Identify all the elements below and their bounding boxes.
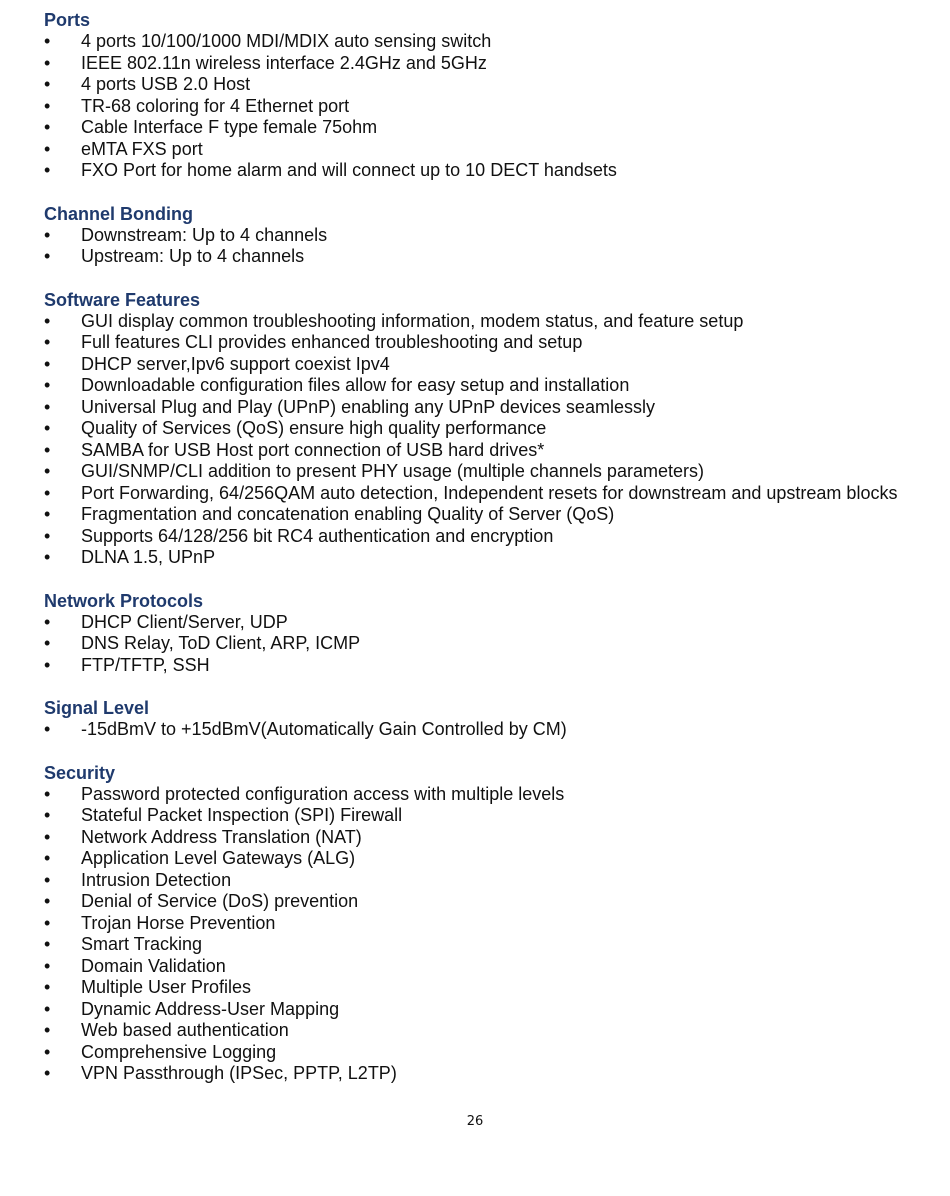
- list-item-text: SAMBA for USB Host port connection of USB hard drives*: [81, 439, 545, 460]
- bullet-icon: •: [44, 439, 51, 460]
- bullet-icon: •: [44, 633, 51, 653]
- list-item-text: Upstream: Up to 4 channels: [81, 246, 305, 266]
- bullet-icon: •: [44, 375, 51, 395]
- list-item-text: DHCP Client/Server, UDP: [81, 611, 288, 632]
- list-item-text: Dynamic Address-User Mapping: [81, 998, 340, 1019]
- list-item: [44, 160, 924, 182]
- bullet-icon: •: [44, 1020, 51, 1040]
- bullet-icon: •: [44, 547, 51, 567]
- list-item-text: Application Level Gateways (ALG): [81, 848, 356, 868]
- section: [44, 590, 924, 677]
- list-item-text: FXO Port for home alarm and will connect up to 10 DECT handsets: [81, 160, 617, 180]
- list-item: [44, 1063, 924, 1085]
- section-heading: Software Features: [44, 289, 201, 310]
- list-item: [44, 999, 924, 1021]
- list-item-text: GUI display common troubleshooting information, modem status, and feature setup: [81, 310, 744, 331]
- list-item: [44, 375, 924, 397]
- list-item: [44, 31, 924, 53]
- bullet-icon: •: [44, 332, 51, 352]
- list-item-text: 4 ports 10/100/1000 MDI/MDIX auto sensing switch: [81, 31, 492, 51]
- list-item: [44, 913, 924, 935]
- list-item: [44, 96, 924, 118]
- bullet-icon: •: [44, 482, 51, 503]
- list-item: [44, 719, 924, 741]
- list-item-text: Smart Tracking: [81, 934, 203, 954]
- list-item: [44, 53, 924, 75]
- section: [44, 203, 924, 268]
- list-item-text: Universal Plug and Play (UPnP) enabling any UPnP devices seamlessly: [81, 396, 655, 417]
- list-item-text: Supports 64/128/256 bit RC4 authentication and encryption: [81, 525, 554, 546]
- list-item: [44, 655, 924, 677]
- list-item-text: DHCP server,Ipv6 support coexist Ipv4: [81, 353, 390, 374]
- list-item-text: Network Address Translation (NAT): [81, 826, 362, 847]
- list-item: [44, 354, 924, 376]
- bullet-icon: •: [44, 396, 51, 417]
- bullet-icon: •: [44, 74, 51, 94]
- bullet-list: [44, 225, 924, 268]
- list-item-text: Domain Validation: [81, 955, 226, 976]
- list-item: [44, 440, 924, 462]
- list-item-text: TR-68 coloring for 4 Ethernet port: [81, 95, 350, 116]
- list-item: [44, 311, 924, 333]
- bullet-icon: •: [44, 805, 51, 825]
- list-item: [44, 784, 924, 806]
- bullet-icon: •: [44, 891, 51, 911]
- list-item-text: Full features CLI provides enhanced troubleshooting and setup: [81, 332, 583, 352]
- list-item-text: IEEE 802.11n wireless interface 2.4GHz and 5GHz: [81, 52, 487, 73]
- bullet-icon: •: [44, 869, 51, 890]
- section-heading: Signal Level: [44, 698, 150, 718]
- bullet-icon: •: [44, 912, 51, 933]
- list-item-text: -15dBmV to +15dBmV(Automatically Gain Controlled by CM): [81, 719, 567, 739]
- list-item: [44, 891, 924, 913]
- list-item-text: VPN Passthrough (IPSec, PPTP, L2TP): [81, 1063, 397, 1083]
- bullet-icon: •: [44, 461, 51, 481]
- bullet-icon: •: [44, 138, 51, 159]
- bullet-icon: •: [44, 310, 51, 331]
- list-item-text: Password protected configuration access with multiple levels: [81, 783, 565, 804]
- document-body: [44, 9, 924, 1106]
- list-item: [44, 225, 924, 247]
- list-item-text: Stateful Packet Inspection (SPI) Firewall: [81, 805, 403, 825]
- list-item-text: Quality of Services (QoS) ensure high quality performance: [81, 418, 547, 438]
- bullet-icon: •: [44, 353, 51, 374]
- list-item-text: GUI/SNMP/CLI addition to present PHY usage (multiple channels parameters): [81, 461, 704, 481]
- list-item: [44, 526, 924, 548]
- bullet-icon: •: [44, 1041, 51, 1062]
- bullet-icon: •: [44, 117, 51, 137]
- bullet-list: [44, 612, 924, 677]
- list-item-text: FTP/TFTP, SSH: [81, 654, 210, 675]
- list-item-text: Multiple User Profiles: [81, 977, 252, 997]
- list-item-text: DLNA 1.5, UPnP: [81, 547, 216, 567]
- list-item-text: Port Forwarding, 64/256QAM auto detection, Independent resets for downstream and upstream blocks: [81, 482, 898, 503]
- list-item-text: 4 ports USB 2.0 Host: [81, 74, 251, 94]
- bullet-icon: •: [44, 998, 51, 1019]
- list-item: [44, 483, 924, 505]
- list-item: [44, 504, 924, 526]
- list-item: [44, 461, 924, 483]
- list-item: [44, 633, 924, 655]
- list-item: [44, 805, 924, 827]
- list-item: [44, 870, 924, 892]
- list-item: [44, 977, 924, 999]
- list-item: [44, 117, 924, 139]
- bullet-icon: •: [44, 52, 51, 73]
- list-item-text: Fragmentation and concatenation enabling Quality of Server (QoS): [81, 504, 615, 524]
- bullet-icon: •: [44, 977, 51, 997]
- list-item: [44, 74, 924, 96]
- list-item-text: eMTA FXS port: [81, 138, 203, 159]
- section-heading: Channel Bonding: [44, 203, 193, 224]
- list-item-text: Downstream: Up to 4 channels: [81, 224, 328, 245]
- bullet-icon: •: [44, 934, 51, 954]
- list-item: [44, 397, 924, 419]
- list-item: [44, 246, 924, 268]
- bullet-icon: •: [44, 848, 51, 868]
- section: [44, 762, 924, 1085]
- list-item: [44, 934, 924, 956]
- list-item: [44, 1020, 924, 1042]
- section: [44, 9, 924, 182]
- bullet-icon: •: [44, 95, 51, 116]
- bullet-icon: •: [44, 246, 51, 266]
- list-item-text: Cable Interface F type female 75ohm: [81, 117, 378, 137]
- bullet-list: [44, 784, 924, 1085]
- bullet-icon: •: [44, 611, 51, 632]
- bullet-icon: •: [44, 1063, 51, 1083]
- bullet-icon: •: [44, 525, 51, 546]
- list-item: [44, 1042, 924, 1064]
- bullet-icon: •: [44, 826, 51, 847]
- bullet-list: [44, 719, 924, 741]
- bullet-icon: •: [44, 418, 51, 438]
- bullet-icon: •: [44, 31, 51, 51]
- list-item: [44, 332, 924, 354]
- bullet-icon: •: [44, 955, 51, 976]
- list-item-text: Downloadable configuration files allow for easy setup and installation: [81, 375, 630, 395]
- section: [44, 289, 924, 569]
- bullet-icon: •: [44, 783, 51, 804]
- list-item: [44, 612, 924, 634]
- bullet-icon: •: [44, 224, 51, 245]
- list-item-text: Comprehensive Logging: [81, 1041, 277, 1062]
- bullet-icon: •: [44, 504, 51, 524]
- page-number: 26: [466, 1114, 484, 1129]
- list-item: [44, 956, 924, 978]
- bullet-icon: •: [44, 160, 51, 180]
- list-item-text: Web based authentication: [81, 1020, 289, 1040]
- list-item-text: Trojan Horse Prevention: [81, 912, 276, 933]
- list-item: [44, 418, 924, 440]
- bullet-icon: •: [44, 654, 51, 675]
- list-item: [44, 848, 924, 870]
- bullet-icon: •: [44, 719, 51, 739]
- list-item-text: DNS Relay, ToD Client, ARP, ICMP: [81, 633, 361, 653]
- section-heading: Ports: [44, 10, 91, 30]
- bullet-list: [44, 31, 924, 182]
- list-item-text: Denial of Service (DoS) prevention: [81, 891, 359, 911]
- section-heading: Security: [44, 762, 116, 783]
- list-item: [44, 827, 924, 849]
- section-heading: Network Protocols: [44, 590, 204, 611]
- list-item: [44, 139, 924, 161]
- list-item-text: Intrusion Detection: [81, 869, 232, 890]
- bullet-list: [44, 311, 924, 569]
- list-item: [44, 547, 924, 569]
- section: [44, 697, 924, 741]
